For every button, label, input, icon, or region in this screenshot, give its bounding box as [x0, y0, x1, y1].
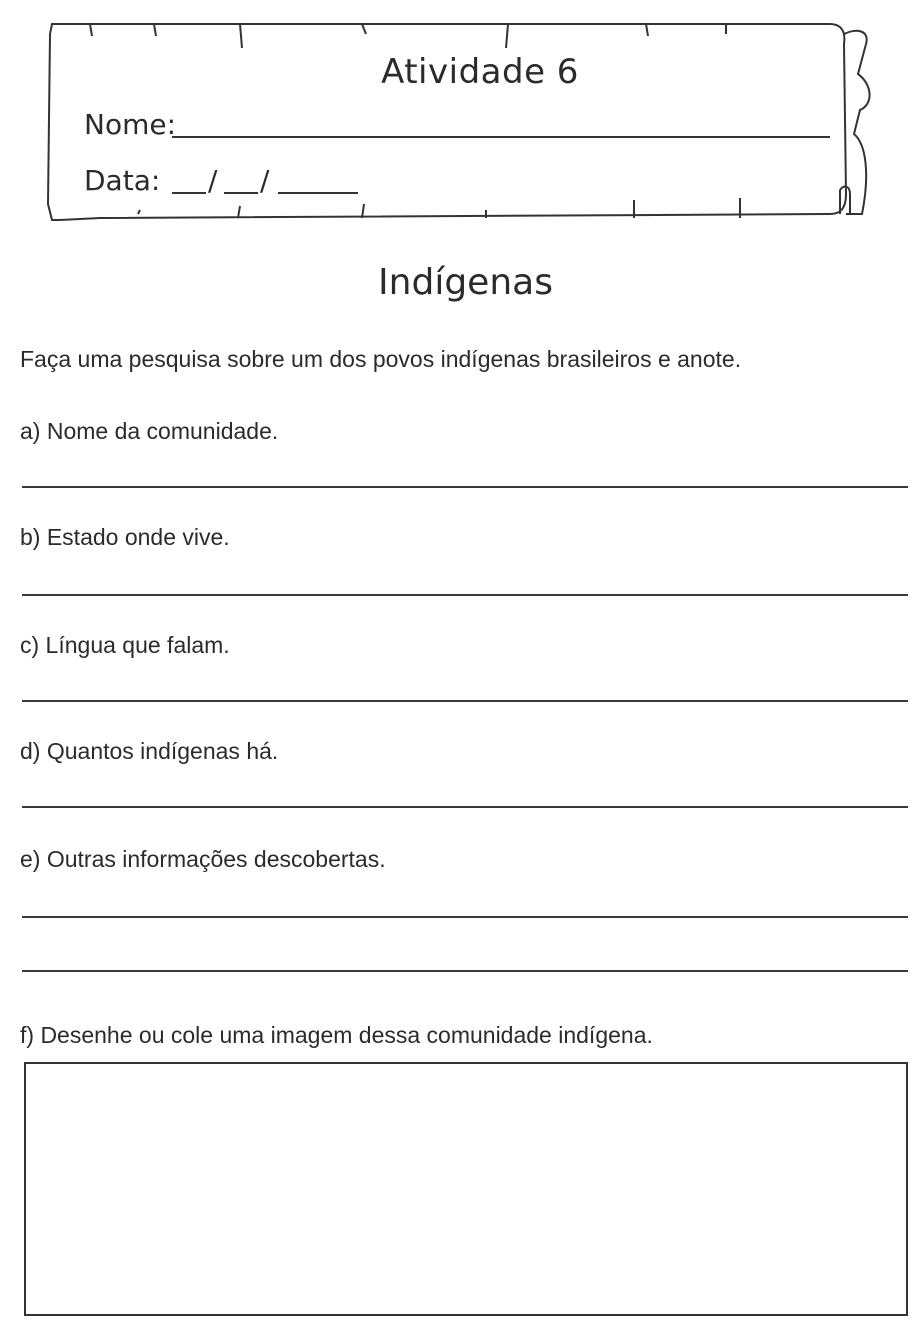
question-c: c) Língua que falam. — [20, 632, 230, 658]
question-a: a) Nome da comunidade. — [20, 418, 279, 444]
date-day-line[interactable] — [172, 192, 206, 194]
date-label: Data: — [84, 164, 161, 197]
worksheet-title: Indígenas — [378, 262, 553, 303]
answer-line-c[interactable] — [22, 700, 908, 702]
answer-line-e-1[interactable] — [22, 916, 908, 918]
answer-line-a[interactable] — [22, 486, 908, 488]
header-frame — [40, 14, 880, 226]
name-field-line[interactable] — [172, 136, 830, 138]
date-separator: / — [260, 164, 270, 197]
date-month-line[interactable] — [224, 192, 258, 194]
date-year-line[interactable] — [278, 192, 358, 194]
drawing-box[interactable] — [24, 1062, 908, 1316]
question-f: f) Desenhe ou cole uma imagem dessa comunidade indígena. — [20, 1022, 653, 1048]
answer-line-b[interactable] — [22, 594, 908, 596]
instruction-text: Faça uma pesquisa sobre um dos povos indígenas brasileiros e anote. — [20, 346, 742, 372]
date-separator: / — [208, 164, 218, 197]
name-label: Nome: — [84, 108, 177, 141]
answer-line-e-2[interactable] — [22, 970, 908, 972]
question-d: d) Quantos indígenas há. — [20, 738, 279, 764]
question-e: e) Outras informações descobertas. — [20, 846, 386, 872]
question-b: b) Estado onde vive. — [20, 524, 230, 550]
answer-line-d[interactable] — [22, 806, 908, 808]
activity-title: Atividade 6 — [381, 52, 579, 92]
